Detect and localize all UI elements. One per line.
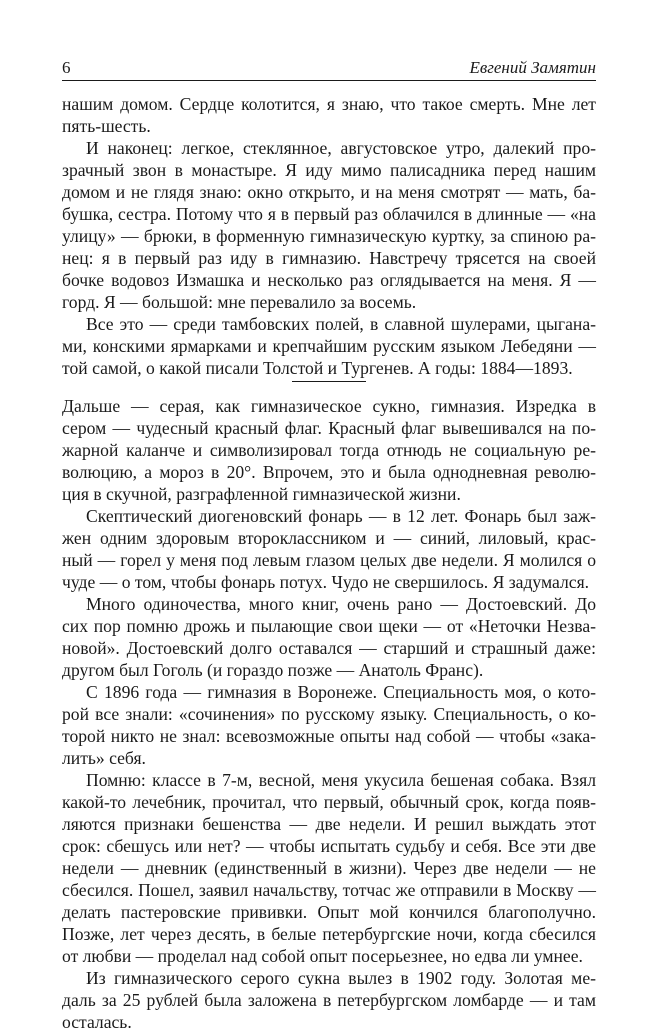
text-line: улицу» — брюки, в форменную гимназическую куртку, за спиною ра- — [62, 226, 596, 246]
text-line: Дальше — серая, как гимназическое сукно, гимназия. Изредка в — [62, 396, 596, 416]
text-section-2 — [62, 395, 596, 1033]
text-line: Скептический диогеновский фонарь — в 12 лет. Фонарь был заж- — [86, 506, 596, 526]
text-line: домом и не глядя знаю: окно открыто, и на меня смотрят — мать, ба- — [62, 182, 596, 202]
text-line: ляются признаки бешенства — две недели. И решил выждать этот — [62, 814, 596, 834]
page-header — [62, 50, 596, 81]
text-line: ция в скучной, разграфленной гимназической жизни. — [62, 484, 461, 504]
text-line: торой никто не знал: всевозможные опыты над собой — чтобы «зака- — [62, 726, 596, 746]
text-line: сбесился. Пошел, заявил начальству, тотчас же отправили в Москву — — [62, 880, 596, 900]
text-line: Из гимназического серого сукна вылез в 1902 году. Золотая ме- — [86, 968, 596, 988]
text-line: нец: я в первый раз иду в гимназию. Навстречу трясется на своей — [62, 248, 596, 268]
text-line: бочке водовоз Измашка и несколько раз оглядывается на меня. Я — — [62, 270, 596, 290]
text-section-1 — [62, 93, 596, 379]
text-line: С 1896 года — гимназия в Воронеже. Специальность моя, о кото- — [86, 682, 596, 702]
text-line: чуде — о том, чтобы фонарь потух. Чудо не свершилось. Я задумался. — [62, 572, 590, 592]
text-line: Позже, лет через десять, в белые петербургские ночи, когда сбесился — [62, 924, 596, 944]
text-line: от любви — проделал над собой опыт посерьезнее, но едва ли умнее. — [62, 946, 583, 966]
text-line: Много одиночества, много книг, очень рано — Достоевский. До — [86, 594, 596, 614]
text-line: даль за 25 рублей была заложена в петербургском ломбарде — и там — [62, 990, 596, 1010]
text-line: нашим домом. Сердце колотится, я знаю, что такое смерть. Мне лет — [62, 94, 596, 114]
text-line: недели — дневник (единственный в жизни). Через две недели — не — [62, 858, 596, 878]
text-line: той самой, о какой писали Толстой и Тургенев. А годы: 1884—1893. — [62, 358, 573, 378]
text-line: горд. Я — большой: мне перевалило за восемь. — [62, 292, 417, 312]
text-line: Помню: классе в 7-м, весной, меня укусила бешеная собака. Взял — [86, 770, 596, 790]
text-line: И наконец: легкое, стеклянное, августовское утро, далекий про- — [86, 138, 596, 158]
text-line: ный — горел у меня под левым глазом целых две недели. Я молился о — [62, 550, 596, 570]
section-divider — [292, 381, 366, 382]
text-line: сих пор помню дрожь и пылающие свои щеки — от «Неточки Незва- — [62, 616, 596, 636]
page-number: 6 — [62, 58, 71, 77]
text-line: Все это — среди тамбовских полей, в славной шулерами, цыгана- — [86, 314, 596, 334]
text-line: осталась. — [62, 1012, 132, 1032]
text-line: бушка, сестра. Потому что я в первый раз облачился в длинные — «на — [62, 204, 596, 224]
running-head-author: Евгений Замятин — [469, 58, 596, 77]
text-line: зрачный звон в монастыре. Я иду мимо палисадника перед нашим — [62, 160, 596, 180]
text-line: делать пастеровские прививки. Опыт мой кончился благополучно. — [62, 902, 596, 922]
text-line: срок: сбешусь или нет? — чтобы испытать судьбу и себя. Все эти две — [62, 836, 596, 856]
text-line: волюцию, а мороз в 20°. Впрочем, это и была однодневная револю- — [62, 462, 596, 482]
text-line: какой-то лечебник, прочитал, что первый, обычный срок, когда появ- — [62, 792, 596, 812]
text-line: другом был Гоголь (и гораздо позже — Анатоль Франс). — [62, 660, 484, 680]
text-line: лить» себя. — [62, 748, 146, 768]
text-line: сером — чудесный красный флаг. Красный флаг вывешивался на по- — [62, 418, 596, 438]
text-line: пять-шесть. — [62, 116, 151, 136]
text-line: новой». Достоевский долго оставался — старший и страшный даже: — [62, 638, 596, 658]
book-page — [62, 0, 596, 1032]
text-line: рой все знали: «сочинения» по русскому языку. Специальность, о ко- — [62, 704, 596, 724]
text-line: ми, конскими ярмарками и крепчайшим русским языком Лебедяни — — [62, 336, 596, 356]
text-line: жарной каланче и символизировал тогда отнюдь не социальную ре- — [62, 440, 596, 460]
text-line: жен одним здоровым второклассником и — синий, лиловый, крас- — [62, 528, 596, 548]
